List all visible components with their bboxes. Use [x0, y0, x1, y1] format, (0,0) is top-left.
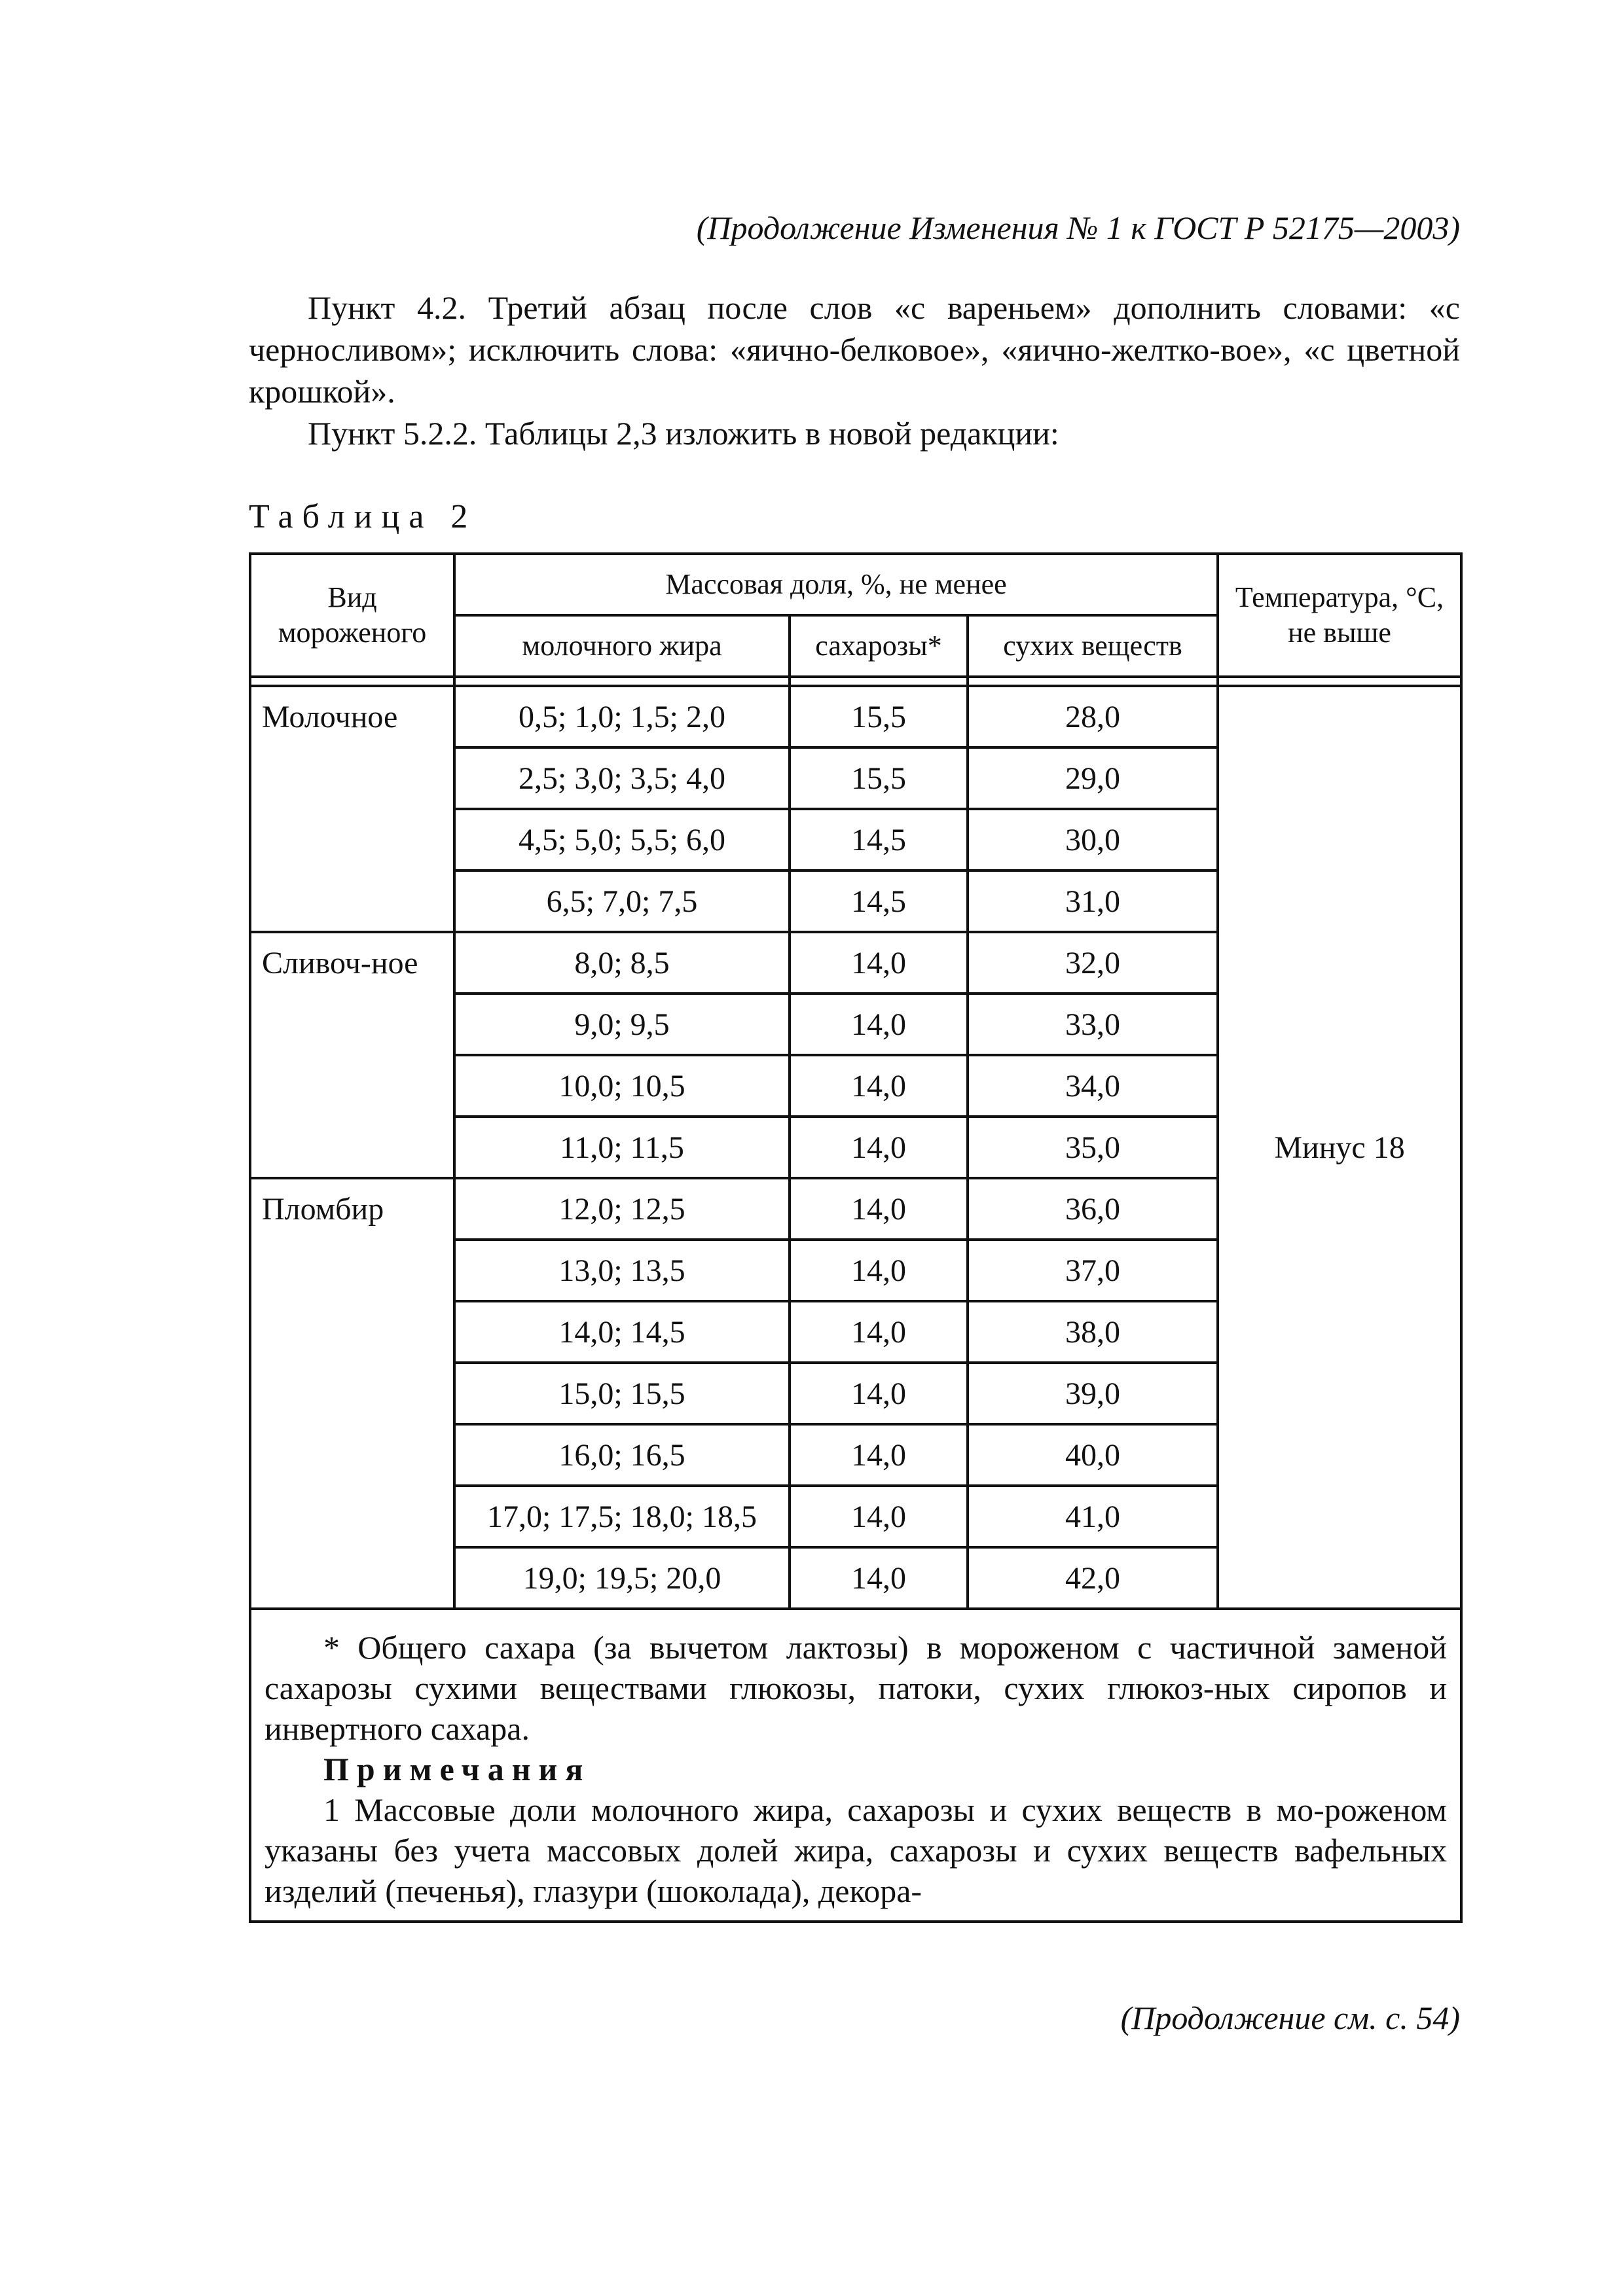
header-separator — [250, 677, 1461, 686]
kind-milk: Молочное — [250, 686, 454, 932]
header-temperature: Температура, °С, не выше — [1218, 554, 1461, 677]
cell-fat: 13,0; 13,5 — [454, 1240, 790, 1301]
cell-dry: 35,0 — [968, 1117, 1218, 1178]
cell-dry: 40,0 — [968, 1424, 1218, 1486]
cell-fat: 9,0; 9,5 — [454, 994, 790, 1055]
page-header: (Продолжение Изменения № 1 к ГОСТ Р 52175—2003) — [696, 209, 1460, 246]
kind-plombir: Пломбир — [250, 1178, 454, 1609]
cell-sucrose: 14,0 — [790, 1301, 968, 1363]
header-sucrose: сахарозы* — [790, 615, 968, 677]
cell-sucrose: 14,0 — [790, 994, 968, 1055]
table-caption: Таблица 2 — [249, 498, 477, 535]
table-2 — [249, 552, 1460, 1923]
cell-sucrose: 14,0 — [790, 1240, 968, 1301]
cell-fat: 10,0; 10,5 — [454, 1055, 790, 1117]
cell-fat: 2,5; 3,0; 3,5; 4,0 — [454, 747, 790, 809]
paragraph-item-5-2-2: Пункт 5.2.2. Таблицы 2,3 изложить в новой редакции: — [308, 415, 1059, 452]
continuation-note: (Продолжение см. с. 54) — [1120, 2000, 1460, 2036]
cell-dry: 34,0 — [968, 1055, 1218, 1117]
table-footer-row — [250, 1609, 1461, 1922]
cell-fat: 12,0; 12,5 — [454, 1178, 790, 1240]
cell-dry: 31,0 — [968, 870, 1218, 932]
cell-fat: 17,0; 17,5; 18,0; 18,5 — [454, 1486, 790, 1547]
cell-fat: 19,0; 19,5; 20,0 — [454, 1547, 790, 1609]
cell-dry: 41,0 — [968, 1486, 1218, 1547]
cell-sucrose: 15,5 — [790, 686, 968, 747]
cell-sucrose: 14,5 — [790, 870, 968, 932]
ice-cream-table — [249, 552, 1463, 1923]
cell-fat: 4,5; 5,0; 5,5; 6,0 — [454, 809, 790, 870]
cell-sucrose: 14,0 — [790, 1424, 968, 1486]
cell-sucrose: 14,0 — [790, 1486, 968, 1547]
cell-fat: 15,0; 15,5 — [454, 1363, 790, 1424]
cell-sucrose: 14,0 — [790, 932, 968, 994]
cell-dry: 42,0 — [968, 1547, 1218, 1609]
cell-sucrose: 14,0 — [790, 1363, 968, 1424]
cell-dry: 29,0 — [968, 747, 1218, 809]
cell-sucrose: 14,0 — [790, 1117, 968, 1178]
cell-dry: 38,0 — [968, 1301, 1218, 1363]
cell-fat: 8,0; 8,5 — [454, 932, 790, 994]
cell-dry: 39,0 — [968, 1363, 1218, 1424]
cell-fat: 16,0; 16,5 — [454, 1424, 790, 1486]
cell-fat: 14,0; 14,5 — [454, 1301, 790, 1363]
cell-dry: 33,0 — [968, 994, 1218, 1055]
table-footer — [250, 1609, 1461, 1922]
cell-sucrose: 14,0 — [790, 1178, 968, 1240]
note-1: 1 Массовые доли молочного жира, сахарозы и сухих веществ в мо-роженом указаны без учета массовых долей жира, сахарозы и сухих веществ вафельных изделий (печенья), глазури (шоколада), декора- — [264, 1791, 1448, 1909]
cell-sucrose: 14,5 — [790, 809, 968, 870]
cell-dry: 28,0 — [968, 686, 1218, 747]
header-milk-fat: молочного жира — [454, 615, 790, 677]
cell-temperature: Минус 18 — [1218, 686, 1461, 1609]
cell-dry: 32,0 — [968, 932, 1218, 994]
cell-fat: 0,5; 1,0; 1,5; 2,0 — [454, 686, 790, 747]
cell-dry: 37,0 — [968, 1240, 1218, 1301]
kind-cream: Сливоч-ное — [250, 932, 454, 1178]
cell-fat: 11,0; 11,5 — [454, 1117, 790, 1178]
cell-sucrose: 14,0 — [790, 1055, 968, 1117]
notes-title: Примечания — [323, 1751, 591, 1787]
cell-sucrose: 15,5 — [790, 747, 968, 809]
cell-sucrose: 14,0 — [790, 1547, 968, 1609]
paragraph-item-4-2: Пункт 4.2. Третий абзац после слов «с вареньем» дополнить словами: «с черносливом»; исключить слова: «яично-белковое», «яично-желтко-вое», «с цветной крошкой». — [249, 289, 1460, 410]
cell-fat: 6,5; 7,0; 7,5 — [454, 870, 790, 932]
cell-dry: 30,0 — [968, 809, 1218, 870]
footnote-sugar: * Общего сахара (за вычетом лактозы) в мороженом с частичной заменой сахарозы сухими веществами глюкозы, патоки, сухих глюкоз-ных сиропов и инвертного сахара. — [264, 1629, 1448, 1747]
header-mass-fraction: Массовая доля, %, не менее — [454, 554, 1218, 615]
header-kind: Вид мороженого — [250, 554, 454, 677]
table-row — [250, 686, 1461, 747]
header-dry-matter: сухих веществ — [968, 615, 1218, 677]
cell-dry: 36,0 — [968, 1178, 1218, 1240]
